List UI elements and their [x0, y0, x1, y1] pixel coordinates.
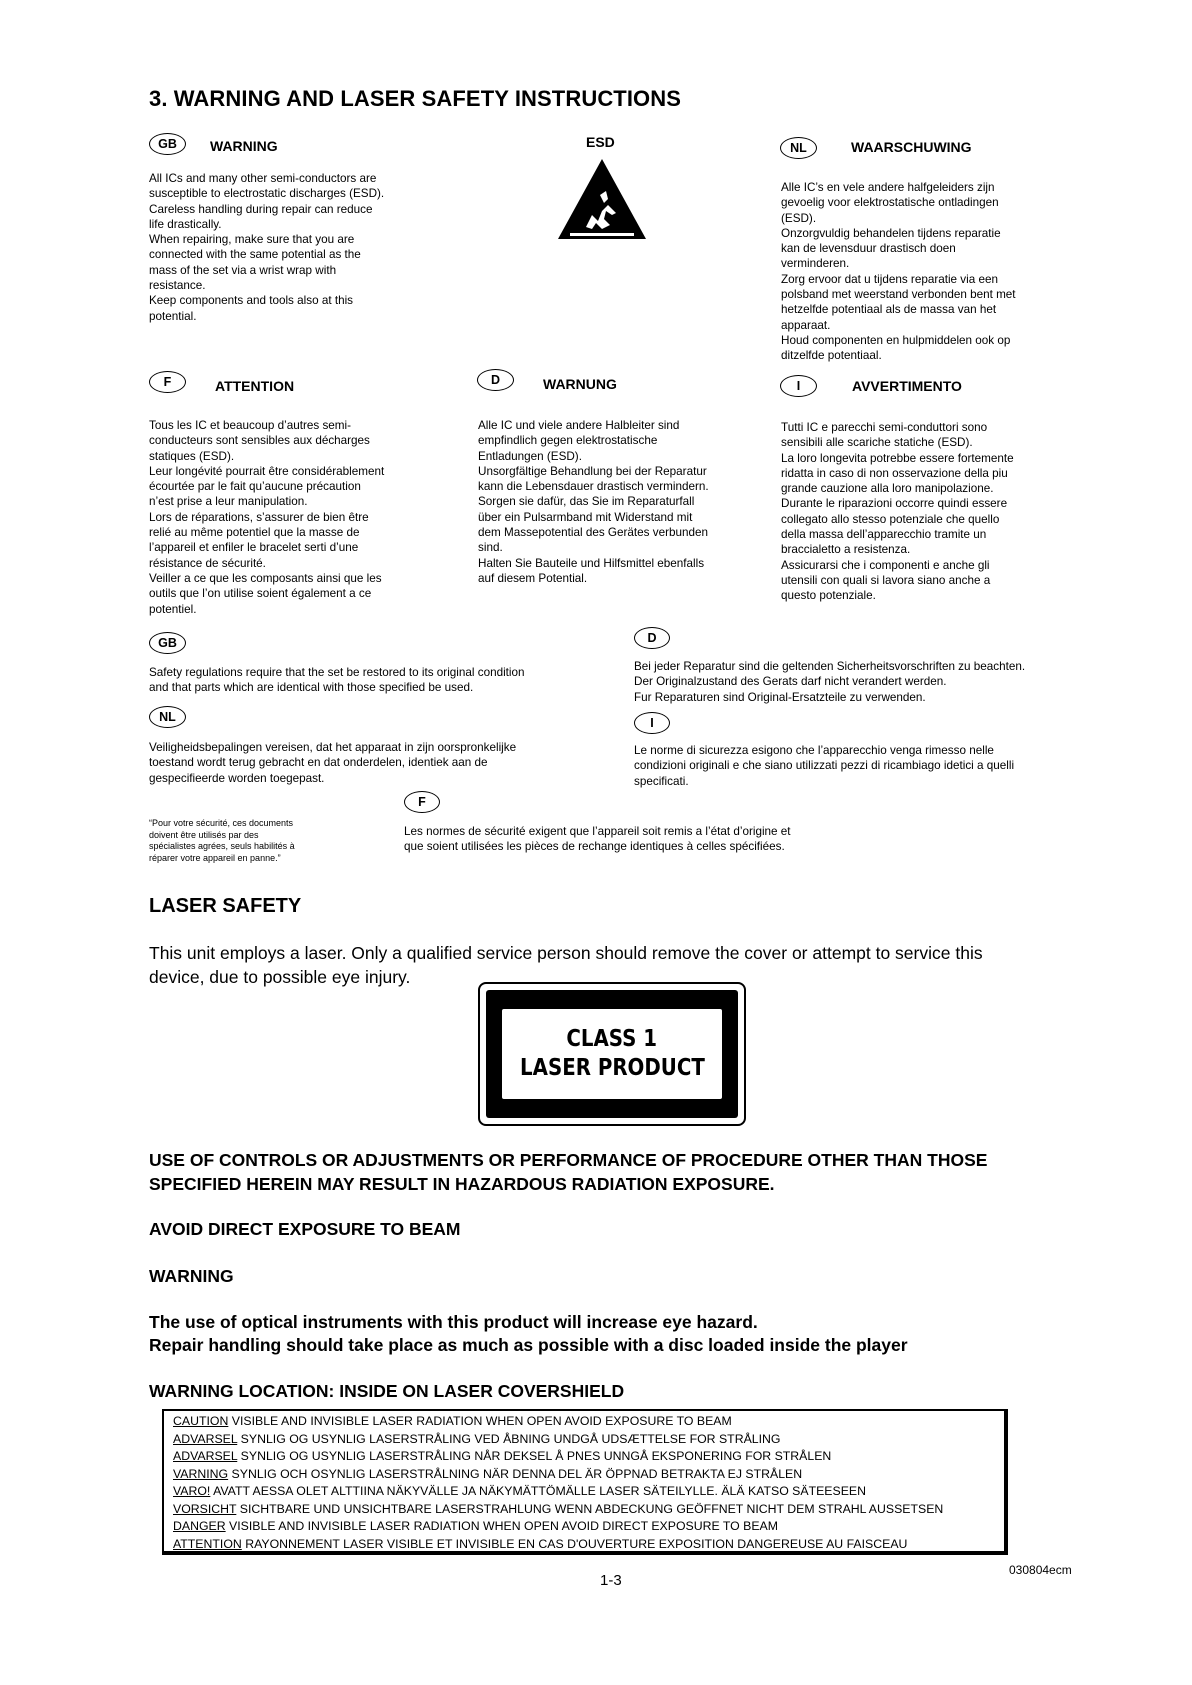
laser-label-line-1: CLASS 1 [566, 1026, 658, 1052]
nl-safety-text: Veiligheidsbepalingen vereisen, dat het apparaat in zijn oorspronkelijke toestand wordt terug gebracht en dat onderdelen, identiek aan de gespecifieerde worden toegepast. [149, 741, 517, 785]
warning-row-advarsel-da: ADVARSEL SYNLIG OG USYNLIG LASERSTRÅLING VED ÅBNING UNDGÅ UDSÆTTELSE FOR STRÅLING [173, 1431, 781, 1446]
warning-location-heading: WARNING LOCATION: INSIDE ON LASER COVERSHIELD [149, 1381, 625, 1401]
gb-warning-title: WARNING [210, 138, 278, 154]
esd-warning-icon [556, 157, 648, 241]
warning-row-advarsel-no: ADVARSEL SYNLIG OG USYNLIG LASERSTRÅLING NÅR DEKSEL Å PNES UNNGÅ EKSPONERING FOR STRÅLEN [173, 1449, 832, 1463]
warning-row-varning: VARNING SYNLIG OCH OSYNLIG LASERSTRÅLNING NÄR DENNA DEL ÄR ÖPPNAD BETRAKTA EJ STRÅLEN [173, 1466, 803, 1481]
badge-f-safety: F [404, 791, 440, 813]
badge-nl: NL [780, 137, 817, 159]
f-safety-note: “Pour votre sécurité, ces documents doivent être utilisés par des spécialistes agrées, seuls habilités à réparer votre appareil en panne.” [149, 818, 295, 863]
optical-warning-1: The use of optical instruments with this product will increase eye hazard. [149, 1312, 758, 1332]
laser-safety-heading: LASER SAFETY [149, 895, 302, 917]
warning-row-caution: CAUTION VISIBLE AND INVISIBLE LASER RADIATION WHEN OPEN AVOID EXPOSURE TO BEAM [173, 1414, 732, 1428]
d-warnung-text: Alle IC und viele andere Halbleiter sind empfindlich gegen elektrostatische Entladungen (ESD). Unsorgfältige Behandlung bei der Reparatur kann die Lebensdauer drastisch vermindern. Sorgen sie dafür, das Sie im Reparaturfall über ein Pulsarmband mit Widerstand mit dem Massepotential des Gerätes verbunden sind. Halten Sie Bauteile und Hilfsmittel ebenfalls auf diesem Potential. [478, 419, 709, 585]
f-attention-text: Tous les IC et beaucoup d’autres semi- conducteurs sont sensibles aux décharges statiques (ESD). Leur longévité pourrait être considérablement écourtée par le fait qu’aucune précaution n’est prise a leur manipulation. Lors de réparations, s’assurer de bien être relié au même potentiel que la masse de l’appareil et enfiler le bracelet serti d’une résistance de sécurité. Veiller a ce que les composants ainsi que les outils que l’on utilise soient également a ce potentiel. [149, 419, 385, 616]
avoid-exposure: AVOID DIRECT EXPOSURE TO BEAM [149, 1219, 461, 1239]
class-1-laser-label [478, 982, 746, 1126]
i-safety-text: Le norme di sicurezza esigono che l’apparecchio venga rimesso nelle condizioni originali e che siano utilizzati pezzi di ricambiago idetici a quelli specificati. [634, 744, 1015, 788]
warning-row-varo: VARO! AVATT AESSA OLET ALTTIINA NÄKYVÄLLE JA NÄKYMÄTTÖMÄLLE LASER SÄTEILYLLE. ÄLÄ KATSO SÄTEESEEN [173, 1484, 866, 1498]
badge-i: I [780, 375, 817, 397]
laser-label-line-2: LASER PRODUCT [519, 1055, 705, 1081]
page-number: 1-3 [600, 1572, 622, 1589]
laser-intro-text: This unit employs a laser. Only a qualified service person should remove the cover or attempt to service this device, due to possible eye injury. [149, 943, 983, 987]
optical-warning-2: Repair handling should take place as much as possible with a disc loaded inside the player [149, 1335, 908, 1355]
warning-row-attention: ATTENTION RAYONNEMENT LASER VISIBLE ET INVISIBLE EN CAS D'OUVERTURE EXPOSITION DANGEREUSE AU FAISCEAU [173, 1536, 908, 1551]
gb-safety-text: Safety regulations require that the set be restored to its original condition and that parts which are identical with those specified be used. [149, 666, 525, 695]
nl-warning-title: WAARSCHUWING [851, 139, 972, 155]
page-title: 3. WARNING AND LASER SAFETY INSTRUCTIONS [149, 86, 682, 111]
i-avvertimento-text: Tutti IC e parecchi semi-conduttori sono sensibili alle scariche statiche (ESD). La loro longevita potrebbe essere fortemente ridatta in caso di non osservazione della piu grande cauzione alla loro manipolazione. Durante le riparazioni occorre quindi essere collegato allo stesso potenziale che quello della massa dell’apparecchio tramite un braccialetto a resistenza. Assicurarsi che i componenti e anche gli utensili con quali si lavora siano anche a questo potenziale. [781, 421, 1014, 603]
badge-gb: GB [149, 133, 186, 155]
i-avvertimento-title: AVVERTIMENTO [852, 378, 962, 394]
badge-f: F [149, 371, 186, 393]
badge-d: D [477, 369, 514, 391]
badge-nl-safety: NL [149, 706, 186, 728]
f-attention-title: ATTENTION [215, 378, 295, 394]
gb-warning-text: All ICs and many other semi-conductors are susceptible to electrostatic discharges (ESD). Careless handling during repair can reduce life drastically. When repairing, make sure that you are connected with the same potential as the mass of the set via a wrist wrap with resistance. Keep components and tools also at this potential. [149, 172, 385, 323]
warning-row-vorsicht: VORSICHT SICHTBARE UND UNSICHTBARE LASERSTRAHLUNG WENN ABDECKUNG GEÖFFNET NICHT DEM STRAHL AUSSETSEN [173, 1501, 944, 1516]
f-safety-text: Les normes de sécurité exigent que l’appareil soit remis a l’état d’origine et que soient utilisées les pièces de rechange identiques à celles spécifiées. [404, 825, 791, 854]
nl-warning-text: Alle IC’s en vele andere halfgeleiders zijn gevoelig voor elektrostatische ontladingen (ESD). Onzorgvuldig behandelen tijdens reparatie kan de levensduur drastisch doen verminderen. Zorg ervoor dat u tijdens reparatie via een polsband met weerstand verbonden bent met hetzelfde potentiaal als de massa van het apparaat. Houd componenten en hulpmiddelen ook op ditzelfde potentiaal. [781, 181, 1016, 363]
controls-warning: USE OF CONTROLS OR ADJUSTMENTS OR PERFORMANCE OF PROCEDURE OTHER THAN THOSE SPECIFIED HEREIN MAY RESULT IN HAZARDOUS RADIATION EXPOSURE. [149, 1150, 988, 1194]
warning-row-danger: DANGER VISIBLE AND INVISIBLE LASER RADIATION WHEN OPEN AVOID DIRECT EXPOSURE TO BEAM [173, 1519, 778, 1533]
esd-label: ESD [586, 134, 615, 150]
badge-i-safety: I [634, 712, 670, 734]
document-code: 030804ecm [1009, 1563, 1072, 1577]
warning-heading: WARNING [149, 1266, 234, 1286]
laser-warning-box [162, 1409, 1008, 1555]
d-warnung-title: WARNUNG [543, 376, 617, 392]
badge-gb-safety: GB [149, 632, 186, 654]
badge-d-safety: D [634, 627, 670, 649]
d-safety-text: Bei jeder Reparatur sind die geltenden Sicherheitsvorschriften zu beachten. Der Originalzustand des Gerats darf nicht verandert werden. Fur Reparaturen sind Original-Ersatzteile zu verwenden. [634, 660, 1026, 704]
